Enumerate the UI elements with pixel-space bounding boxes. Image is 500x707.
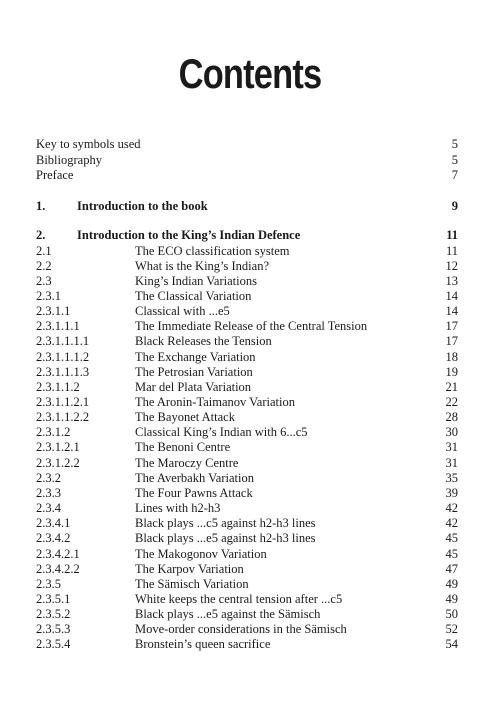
entry-title: The Classical Variation — [135, 288, 252, 303]
entry-title: The Bayonet Attack — [135, 410, 235, 425]
entry-number: 2.3.1.1.2.2 — [36, 410, 90, 425]
entry-page-number: 17 — [445, 319, 458, 334]
toc-entry — [36, 349, 458, 365]
entry-page-number: 17 — [445, 334, 458, 349]
entry-number: 2.3.1.2 — [36, 425, 71, 440]
entry-title: Black plays ...e5 against the Sämisch — [135, 607, 321, 622]
entry-page-number: 28 — [445, 410, 458, 425]
entry-page-number: 5 — [451, 152, 458, 167]
toc-entry — [36, 621, 458, 637]
entry-number: 2.3.1.1.1.2 — [36, 349, 90, 364]
entry-number: 2.3.4.2.2 — [36, 561, 80, 576]
chapter-entry — [36, 227, 458, 243]
entry-number: 1. — [36, 199, 46, 213]
entry-title: Mar del Plata Variation — [135, 379, 252, 394]
entry-title: Classical with ...e5 — [135, 304, 230, 319]
entry-title: The Four Pawns Attack — [135, 485, 253, 500]
toc-entry — [36, 424, 458, 440]
entry-page-number: 13 — [445, 273, 458, 288]
toc-entry — [36, 258, 458, 274]
entry-number: 2.3.1 — [36, 288, 61, 303]
toc-entry — [36, 243, 458, 259]
entry-title: Key to symbols used — [36, 137, 141, 151]
entry-page-number: 31 — [445, 440, 458, 455]
entry-page-number: 52 — [445, 622, 458, 637]
entry-page-number: 9 — [451, 199, 458, 213]
entry-page-number: 42 — [445, 516, 458, 531]
entry-page-number: 5 — [451, 137, 458, 151]
entry-number: 2.3.4.1 — [36, 516, 71, 531]
entry-title: The Averbakh Variation — [135, 470, 254, 485]
entry-title: Lines with h2-h3 — [135, 501, 221, 516]
entry-number: 2.3.3 — [36, 485, 61, 500]
entry-title: White keeps the central tension after ...c5 — [135, 591, 343, 606]
entry-page-number: 54 — [445, 637, 458, 652]
entry-page-number: 47 — [445, 561, 458, 576]
toc-entry — [36, 530, 458, 546]
entry-title: The Exchange Variation — [135, 349, 256, 364]
entry-number: 2.3.1.1.1.1 — [36, 334, 90, 349]
toc-entry — [36, 364, 458, 380]
toc-entry — [36, 561, 458, 577]
entry-number: 2.3 — [36, 273, 52, 288]
toc-entry — [36, 379, 458, 395]
entry-number: 2.3.1.1 — [36, 304, 71, 319]
entry-page-number: 49 — [445, 591, 458, 606]
entry-number: 2.1 — [36, 243, 52, 258]
entry-number: 2.3.1.1.1 — [36, 319, 80, 334]
entry-title: The Makogonov Variation — [135, 546, 267, 561]
entry-title: What is the King’s Indian? — [135, 258, 269, 273]
entry-page-number: 42 — [445, 501, 458, 516]
toc-entry — [36, 455, 458, 471]
entry-page-number: 18 — [445, 349, 458, 364]
entry-title: The Maroczy Centre — [135, 455, 239, 470]
entry-page-number: 14 — [445, 304, 458, 319]
toc-entry — [36, 439, 458, 455]
entry-page-number: 11 — [446, 228, 458, 242]
entry-number: 2.3.5.3 — [36, 622, 71, 637]
entry-title: Bibliography — [36, 152, 102, 167]
entry-title: Bronstein’s queen sacrifice — [135, 637, 271, 652]
entry-page-number: 22 — [445, 395, 458, 409]
toc-entry — [36, 303, 458, 319]
entry-title: Black Releases the Tension — [135, 334, 272, 349]
toc-entry — [36, 546, 458, 562]
toc-entry — [36, 273, 458, 289]
entry-page-number: 7 — [451, 168, 458, 183]
entry-number: 2.3.1.2.2 — [36, 455, 80, 470]
entry-title: Preface — [36, 168, 74, 183]
toc-entry — [36, 515, 458, 531]
toc-entry — [36, 591, 458, 607]
toc-entry — [36, 485, 458, 501]
entry-page-number: 14 — [445, 288, 458, 303]
entry-page-number: 30 — [445, 425, 458, 440]
entry-title: Black plays ...e5 against h2-h3 lines — [135, 531, 316, 546]
toc-entry — [36, 470, 458, 486]
entry-number: 2.3.1.1.1.3 — [36, 364, 90, 379]
toc-entry — [36, 394, 458, 410]
entry-number: 2.3.2 — [36, 470, 61, 485]
toc-entry — [36, 576, 458, 592]
toc-entry — [36, 636, 458, 652]
entry-title: The Benoni Centre — [135, 440, 231, 455]
toc-entry — [36, 500, 458, 516]
entry-title: The ECO classification system — [135, 243, 290, 258]
chapter-entry — [36, 198, 458, 214]
entry-title: Move-order considerations in the Sämisch — [135, 622, 347, 637]
entry-page-number: 21 — [445, 379, 458, 394]
entry-number: 2.3.5.1 — [36, 591, 71, 606]
entry-title: The Immediate Release of the Central Tension — [135, 319, 368, 334]
entry-page-number: 45 — [445, 546, 458, 561]
entry-number: 2.3.5 — [36, 576, 61, 591]
entry-number: 2.3.4.2.1 — [36, 546, 80, 561]
entry-number: 2.3.4 — [36, 501, 61, 516]
entry-page-number: 45 — [445, 531, 458, 546]
entry-title: The Petrosian Variation — [135, 364, 253, 379]
entry-title: The Aronin-Taimanov Variation — [135, 395, 295, 409]
entry-page-number: 49 — [445, 576, 458, 591]
entry-page-number: 11 — [445, 243, 458, 258]
entry-page-number: 31 — [445, 455, 458, 470]
entry-page-number: 39 — [445, 485, 458, 500]
entry-number: 2.3.1.1.2 — [36, 379, 80, 394]
entry-number: 2.3.1.2.1 — [36, 440, 80, 455]
entry-title: Introduction to the book — [77, 199, 208, 213]
entry-number: 2.3.5.4 — [36, 637, 71, 652]
entry-title: The Karpov Variation — [135, 561, 244, 576]
toc-entry — [36, 318, 458, 334]
entry-title: King’s Indian Variations — [135, 273, 257, 288]
entry-title: Black plays ...c5 against h2-h3 lines — [135, 516, 316, 531]
toc-entry — [36, 409, 458, 425]
front-matter-entry — [36, 152, 458, 168]
entry-number: 2.3.4.2 — [36, 531, 71, 546]
toc-entry — [36, 288, 458, 304]
entry-page-number: 19 — [445, 364, 458, 379]
entry-title: Classical King’s Indian with 6...c5 — [135, 425, 308, 440]
toc-entry — [36, 606, 458, 622]
entry-number: 2. — [36, 228, 46, 242]
front-matter-entry — [36, 136, 458, 152]
entry-number: 2.3.5.2 — [36, 607, 71, 622]
entry-number: 2.2 — [36, 258, 52, 273]
entry-title: Introduction to the King’s Indian Defence — [77, 228, 301, 242]
page-title: Contents — [178, 50, 322, 97]
toc-entry — [36, 333, 458, 349]
entry-number: 2.3.1.1.2.1 — [36, 395, 90, 409]
entry-page-number: 50 — [445, 607, 458, 622]
front-matter-entry — [36, 167, 458, 183]
entry-title: The Sämisch Variation — [135, 576, 249, 591]
entry-page-number: 12 — [445, 258, 458, 273]
entry-page-number: 35 — [445, 470, 458, 485]
